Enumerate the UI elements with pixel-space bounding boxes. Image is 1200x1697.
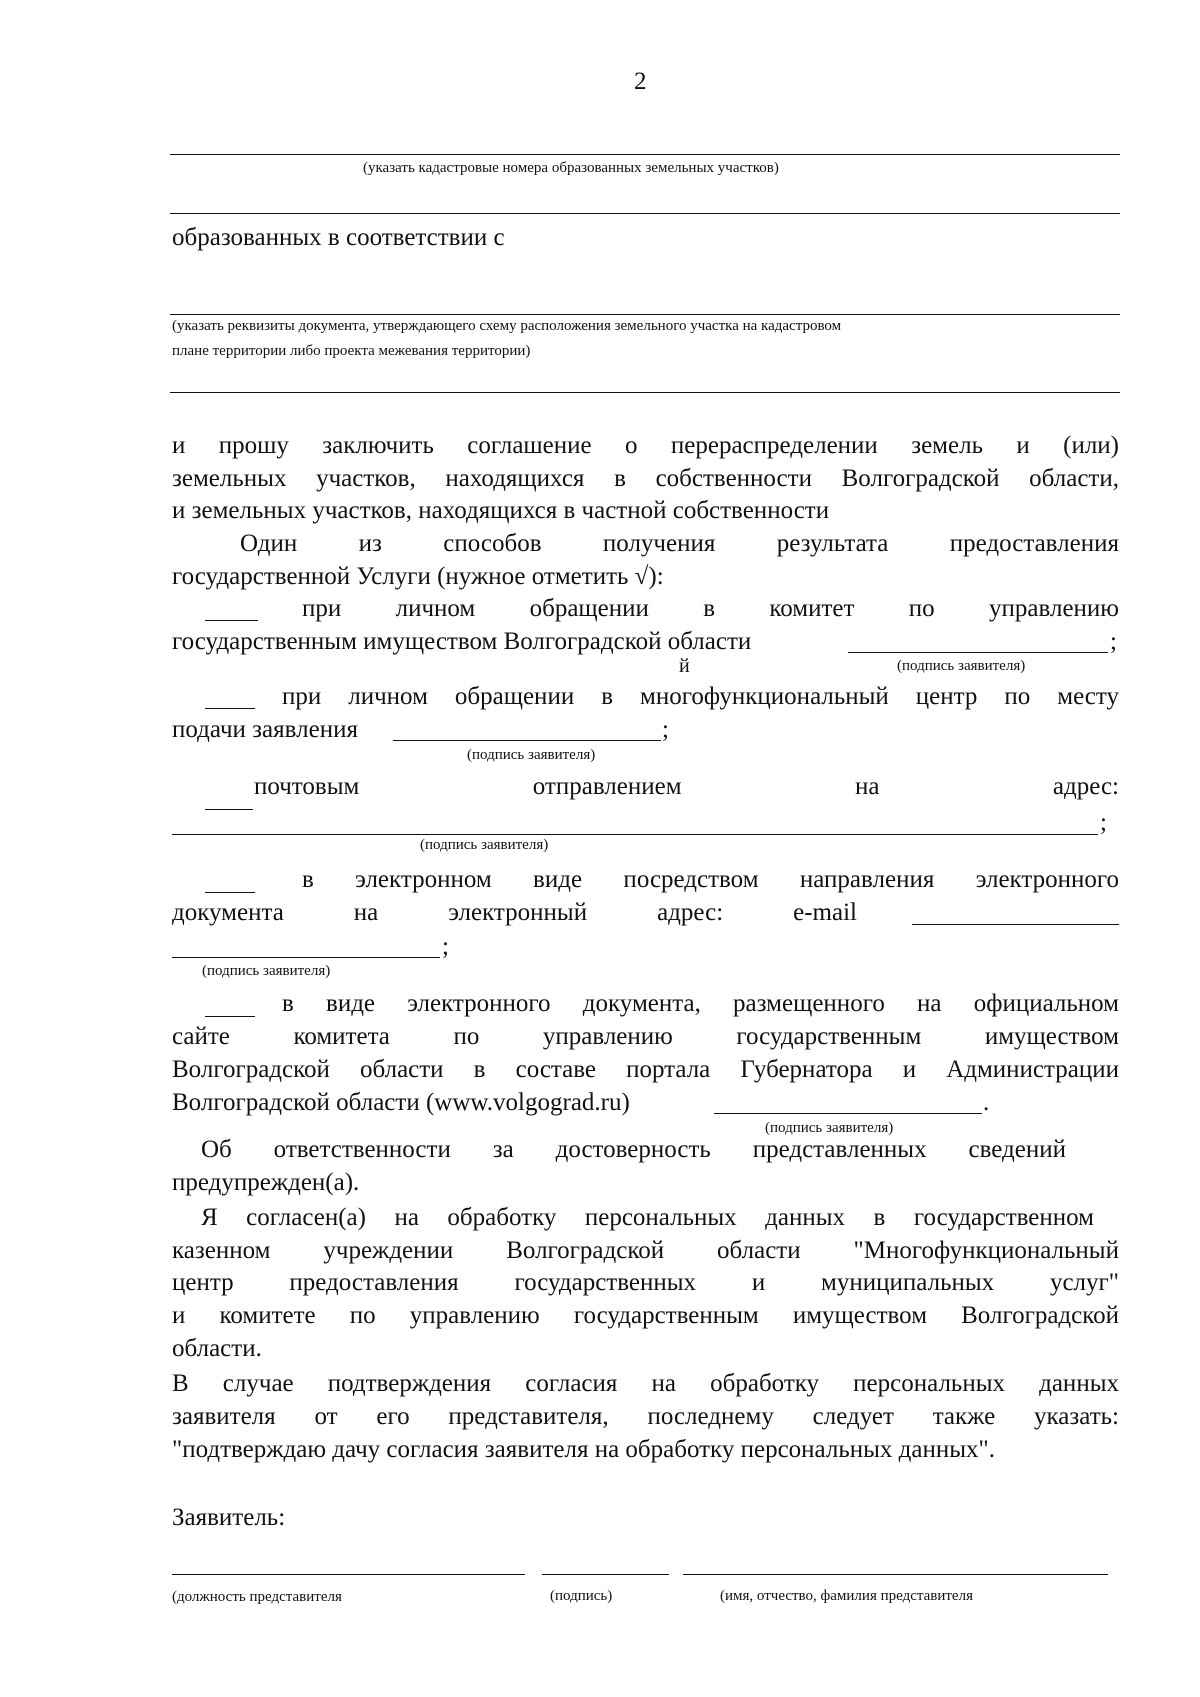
option2-checkbox-line[interactable] [205,692,255,709]
consent-line: и комитете по управлению государственным имуществом Волгоградской [172,1302,1119,1329]
option5-checkbox-line[interactable] [205,1000,255,1017]
semicolon: ; [662,716,669,743]
cadastral-line-2 [170,213,1120,214]
option4-checkbox-line[interactable] [205,876,255,893]
option2-line2: подачи заявления [172,716,358,743]
option5-line: в виде электронного документа, размещенного на официальном [282,990,1119,1017]
hint-requisites-2: плане территории либо проекта межевания территории) [172,343,531,359]
option5-line: сайте комитета по управлению государственным имуществом [172,1023,1119,1050]
semicolon: ; [442,933,449,960]
consent-line: Я согласен(а) на обработку персональных данных в государственном [201,1204,1094,1231]
confirm-line: "подтверждаю дачу согласия заявителя на обработку персональных данных". [172,1436,995,1463]
signature-hint: (подпись заявителя) [765,1120,894,1136]
consent-line: центр предоставления государственных и муниципальных услуг" [172,1269,1119,1296]
consent-line: области. [172,1335,262,1362]
option1-signature-line[interactable] [848,652,1108,653]
option5-signature-line[interactable] [714,1113,982,1114]
signature-hint: (подпись заявителя) [467,747,596,763]
option4-line1: в электронном виде посредством направления электронного [302,866,1119,893]
page-number: 2 [634,68,647,95]
option3-checkbox-line[interactable] [205,793,253,810]
email-line[interactable] [912,924,1119,925]
confirm-line: В случае подтверждения согласия на обработку персональных данных [172,1370,1119,1397]
stray-letter: й [679,655,690,677]
responsibility-line-2: предупрежден(а). [172,1169,360,1196]
signature-line[interactable] [542,1574,669,1575]
option1-checkbox-line[interactable] [205,604,258,621]
position-line[interactable] [172,1574,525,1575]
name-line[interactable] [683,1574,1108,1575]
signature-hint: (подпись заявителя) [897,658,1026,674]
request-line: и земельных участков, находящихся в частной собственности [172,497,830,524]
request-line: земельных участков, находящихся в собственности Волгоградской области, [172,465,1119,492]
footer-hint-signature: (подпись) [550,1588,613,1604]
methods-intro: Один из способов получения результата предоставления [240,530,1119,557]
semicolon: ; [1100,809,1107,836]
confirm-line: заявителя от его представителя, последнему следует также указать: [172,1403,1119,1430]
signature-hint: (подпись заявителя) [202,963,331,979]
hint-requisites-1: (указать реквизиты документа, утверждающего схему расположения земельного участка на кадастровом [172,318,842,334]
option1-line1: при личном обращении в комитет по управлению [302,595,1119,622]
option2-signature-line[interactable] [393,740,661,741]
option1-line2: государственным имуществом Волгоградской области [172,628,752,655]
cadastral-line [170,154,1120,155]
footer-hint-name: (имя, отчество, фамилия представителя [720,1588,973,1604]
methods-intro-2: государственной Услуги (нужное отметить √): [172,563,664,590]
option5-line: Волгоградской области (www.volgograd.ru) [172,1089,630,1116]
responsibility-line: Об ответственности за достоверность представленных сведений [201,1136,1066,1163]
option2-line1: при личном обращении в многофункциональный центр по месту [282,683,1119,710]
semicolon: ; [1110,628,1117,655]
option4-line2: документа на электронный адрес: e-mail [172,899,857,926]
footer-hint-position: (должность представителя [172,1589,342,1605]
request-line: и прошу заключить соглашение о перераспределении земель и (или) [172,432,1119,459]
signature-hint: (подпись заявителя) [420,837,549,853]
consent-line: казенном учреждении Волгоградской области "Многофункциональный [172,1237,1119,1264]
requisites-line-2 [170,392,1120,393]
option5-line: Волгоградской области в составе портала Губернатора и Администрации [172,1056,1119,1083]
period: . [983,1089,990,1116]
option4-signature-line[interactable] [172,957,440,958]
option3-line1: почтовым отправлением на адрес: [254,773,1119,800]
hint-cadastral: (указать кадастровые номера образованных земельных участков) [363,160,779,176]
formed-in-accordance: образованных в соответствии с [172,224,505,251]
applicant-label: Заявитель: [172,1504,286,1531]
option3-address-line[interactable] [172,834,1098,835]
requisites-line [170,314,1120,315]
